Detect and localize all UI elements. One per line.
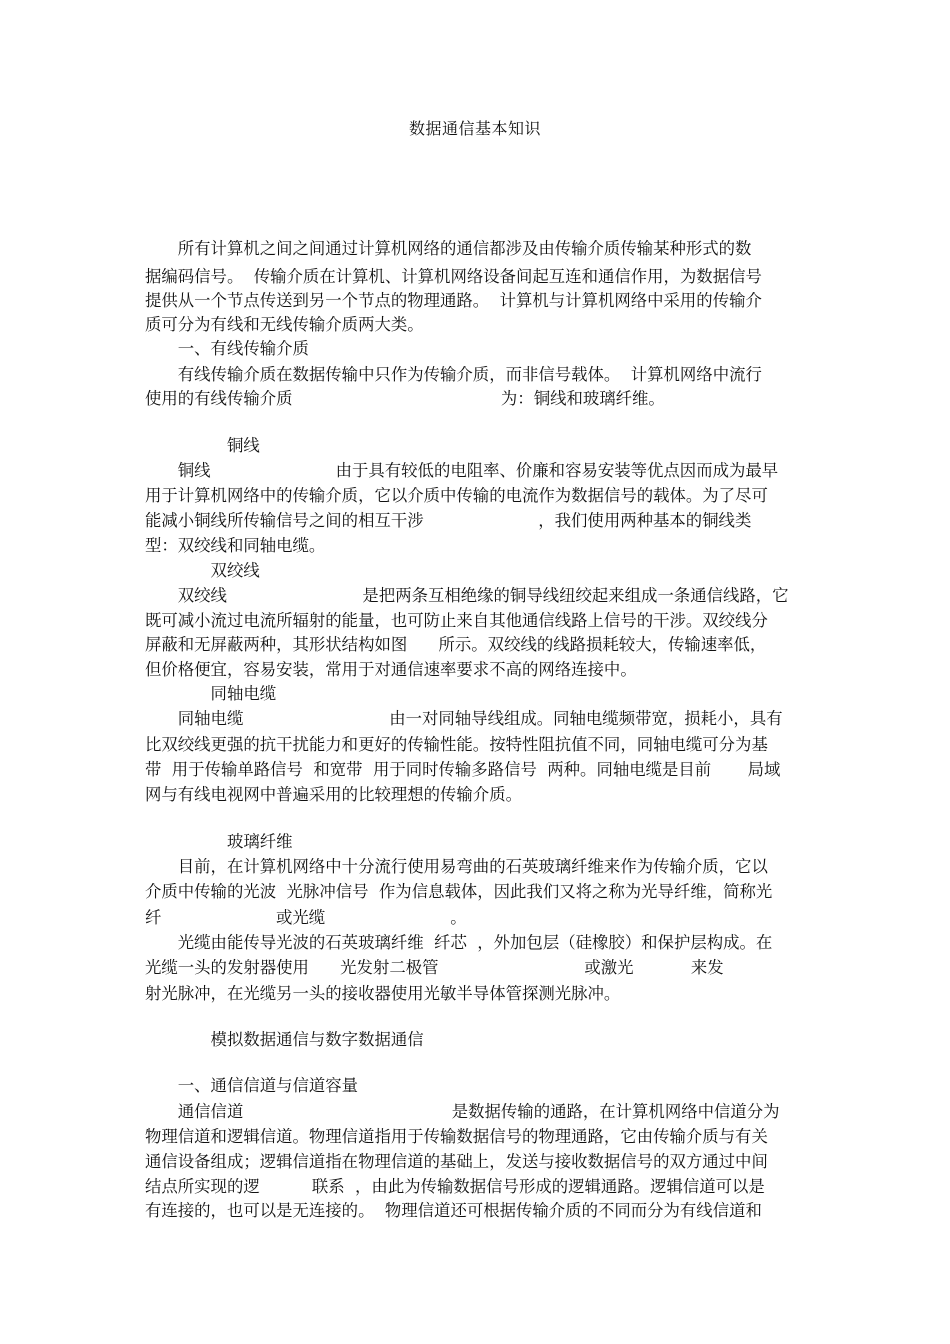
text-line: 所有计算机之间之间通过计算机网络的通信都涉及由传输介质传输某种形式的数: [145, 239, 752, 258]
text-line: 光缆一头的发射器使用 光发射二极管 或激光 来发: [145, 958, 724, 977]
text-line: 质可分为有线和无线传输介质两大类。: [145, 315, 424, 334]
text-line: 结点所实现的逻 联系 ，由此为传输数据信号形成的逻辑通路。逻辑信道可以是: [145, 1177, 765, 1196]
text-line: 纤 或光缆 。: [145, 908, 467, 927]
text-line: 有线传输介质在数据传输中只作为传输介质，而非信号载体。 计算机网络中流行: [145, 365, 762, 384]
text-line: 型：双绞线和同轴电缆。: [145, 536, 326, 555]
section-heading: 模拟数据通信与数字数据通信: [145, 1030, 424, 1049]
text-line: 屏蔽和无屏蔽两种，其形状结构如图 所示。双绞线的线路损耗较大，传输速率低，: [145, 635, 767, 654]
text-line: 物理信道和逻辑信道。物理信道指用于传输数据信号的物理通路，它由传输介质与有关: [145, 1127, 768, 1146]
text-line: 比双绞线更强的抗干扰能力和更好的传输性能。按特性阻抗值不同，同轴电缆可分为基: [145, 735, 768, 754]
text-line: 双绞线 是把两条互相绝缘的铜导线纽绞起来组成一条通信线路，它: [145, 586, 789, 605]
subsection-heading: 玻璃纤维: [145, 832, 293, 851]
text-line: 介质中传输的光波 光脉冲信号 作为信息载体，因此我们又将之称为光导纤维，简称光: [145, 882, 773, 901]
section-heading: 一、有线传输介质: [145, 339, 309, 358]
subsection-heading: 同轴电缆: [145, 684, 277, 703]
text-line: 同轴电缆 由一对同轴导线组成。同轴电缆频带宽，损耗小，具有: [145, 709, 783, 728]
text-line: 用于计算机网络中的传输介质，它以介质中传输的电流作为数据信号的载体。为了尽可: [145, 486, 768, 505]
section-heading: 一、通信信道与信道容量: [145, 1076, 359, 1095]
text-line: 提供从一个节点传送到另一个节点的物理通路。 计算机与计算机网络中采用的传输介: [145, 291, 762, 310]
subsection-heading: 双绞线: [145, 561, 260, 580]
page-title: 数据通信基本知识: [408, 119, 541, 138]
text-line: 目前，在计算机网络中十分流行使用易弯曲的石英玻璃纤维来作为传输介质，它以: [145, 857, 768, 876]
text-line: 通信设备组成；逻辑信道指在物理信道的基础上，发送与接收数据信号的双方通过中间: [145, 1152, 768, 1171]
text-line: 铜线 由于具有较低的电阻率、价廉和容易安装等优点因而成为最早: [145, 461, 779, 480]
subsection-heading: 铜线: [145, 436, 260, 455]
text-line: 网与有线电视网中普遍采用的比较理想的传输介质。: [145, 785, 522, 804]
text-line: 光缆由能传导光波的石英玻璃纤维 纤芯 ，外加包层（硅橡胶）和保护层构成。在: [145, 933, 773, 952]
text-line: 有连接的，也可以是无连接的。 物理信道还可根据传输介质的不同而分为有线信道和: [145, 1201, 762, 1220]
text-line: 射光脉冲，在光缆另一头的接收器使用光敏半导体管探测光脉冲。: [145, 984, 621, 1003]
text-line: 能减小铜线所传输信号之间的相互干涉 ，我们使用两种基本的铜线类: [145, 511, 752, 530]
text-line: 既可减小流过电流所辐射的能量，也可防止来自其他通信线路上信号的干涉。双绞线分: [145, 611, 768, 630]
text-line: 使用的有线传输介质 为：铜线和玻璃纤维。: [145, 389, 665, 408]
text-line: 据编码信号。 传输介质在计算机、计算机网络设备间起互连和通信作用，为数据信号: [145, 267, 762, 286]
text-line: 带 用于传输单路信号 和宽带 用于同时传输多路信号 两种。同轴电缆是目前 局域: [145, 760, 781, 779]
text-line: 通信信道 是数据传输的通路，在计算机网络中信道分为: [145, 1102, 780, 1121]
text-line: 但价格便宜，容易安装，常用于对通信速率要求不高的网络连接中。: [145, 660, 637, 679]
